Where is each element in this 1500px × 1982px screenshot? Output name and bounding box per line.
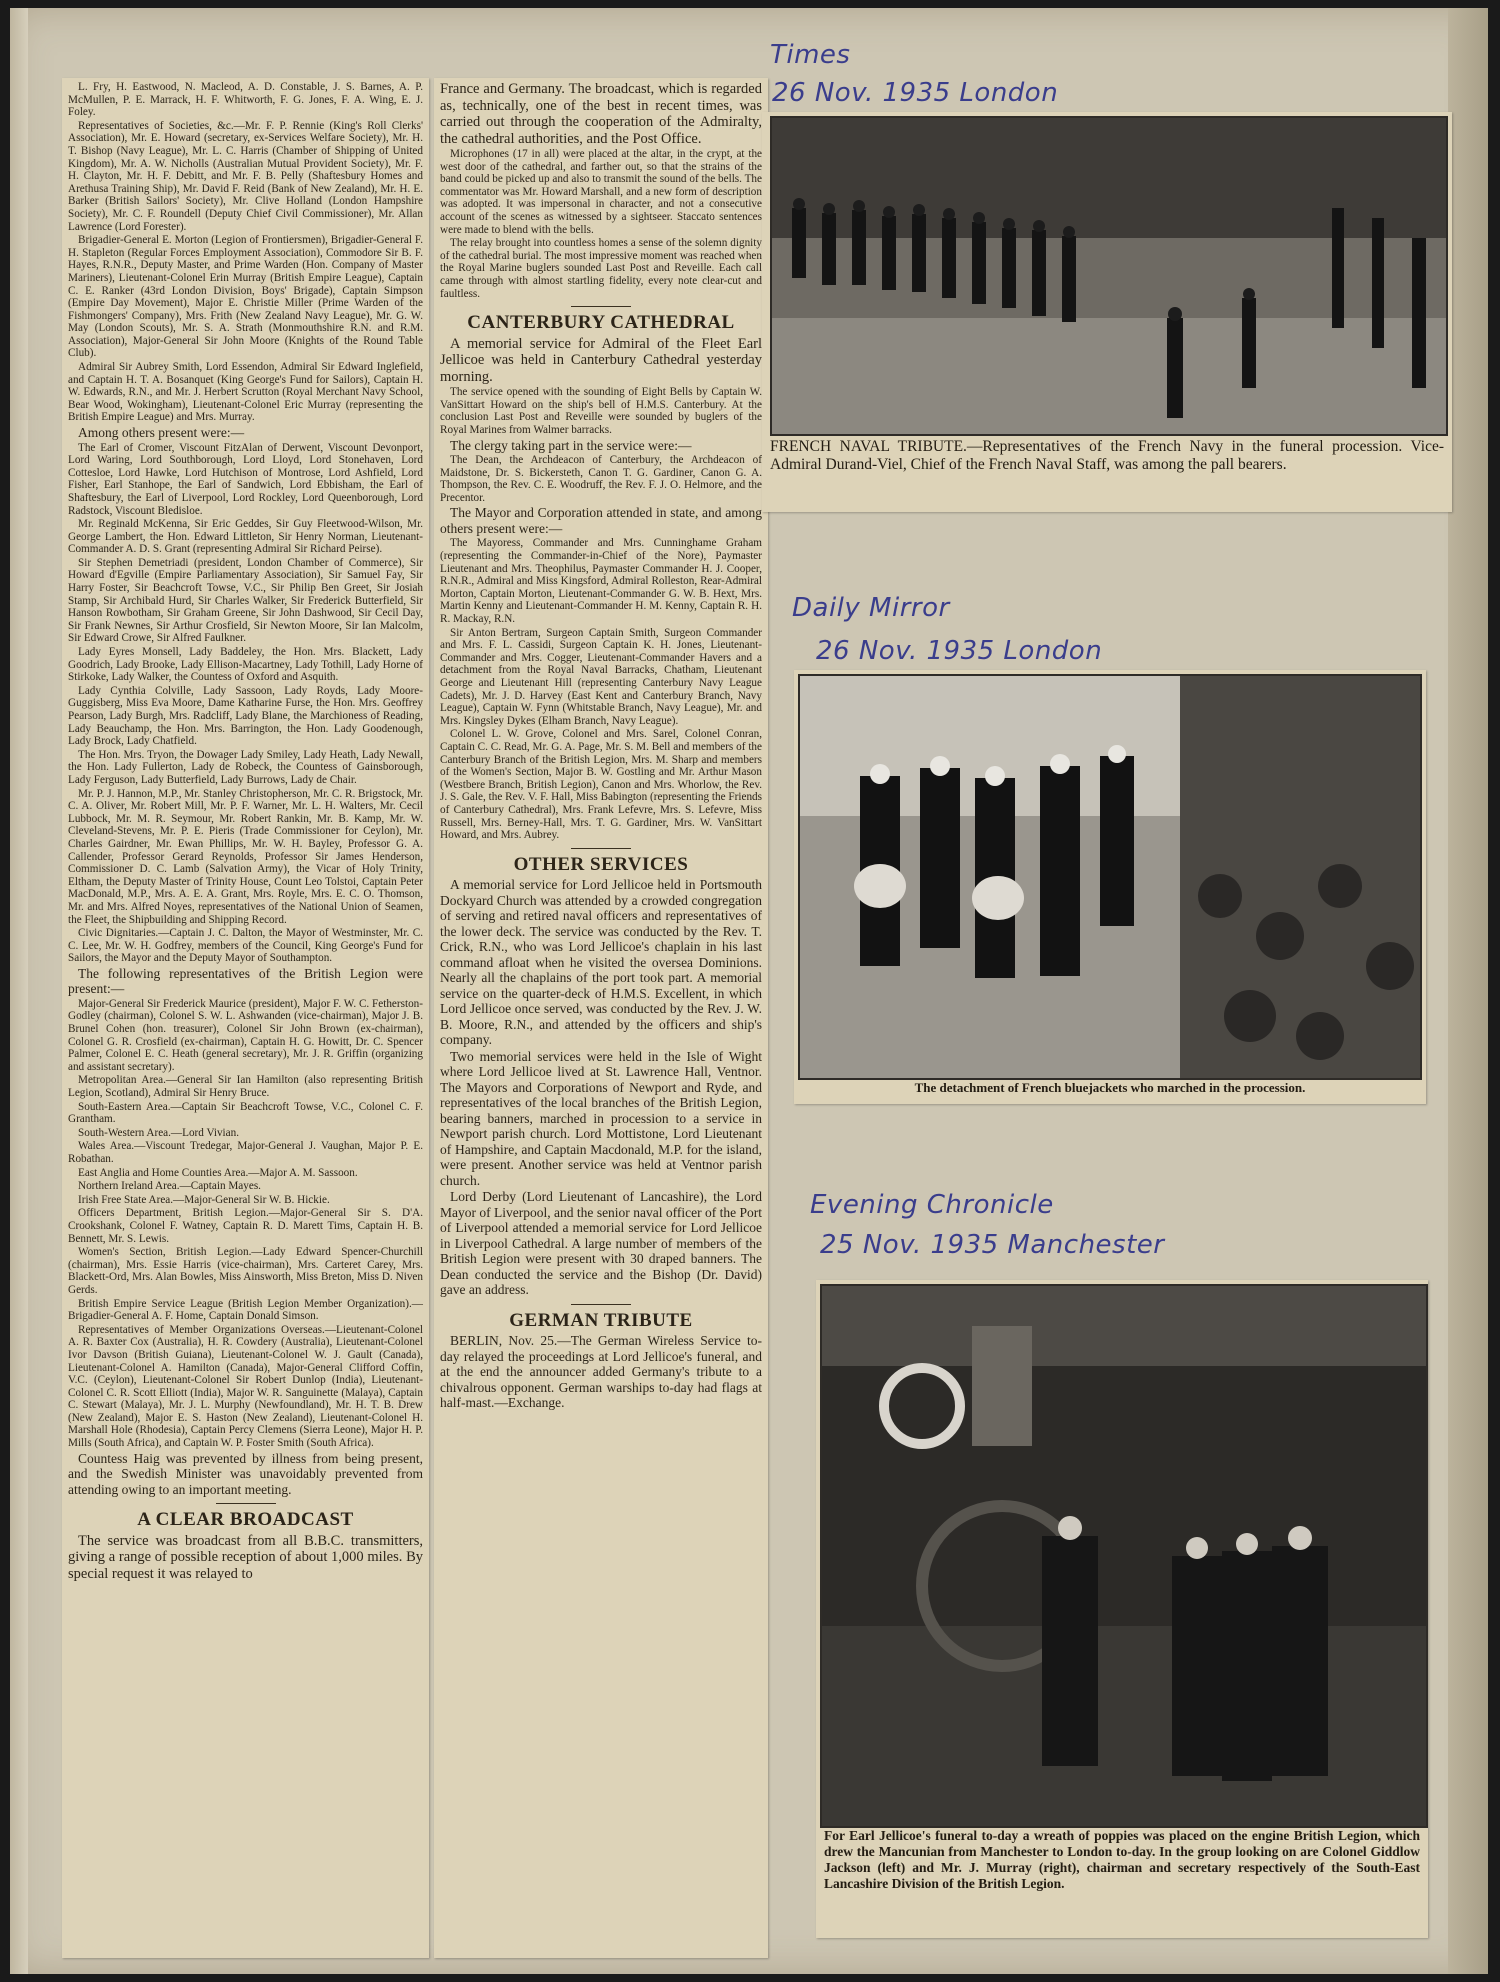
clipping-times-photo: [762, 112, 1452, 512]
clipping-mirror-photo: [794, 670, 1426, 1104]
col1-broadcast: The service was broadcast from all B.B.C. transmitters, giving a range of possible reception of about 1,000 miles. By special request it was relayed to: [68, 1532, 423, 1582]
caption-mirror: The detachment of French bluejackets who marched in the procession.: [914, 1080, 1306, 1095]
handwritten-source-chronicle: Evening Chronicle: [810, 1190, 1054, 1220]
col1-para: Northern Ireland Area.—Captain Mayes.: [78, 1180, 261, 1193]
col2-para: Colonel L. W. Grove, Colonel and Mrs. Sarel, Colonel Conran, Captain C. C. Read, Mr. G. A. Page, Mr. S. M. Bell and members of the Canterbury Branch of the British Legion, Mrs. M. Sharp and members of the Women's Section, Major B. W. Gostling and Mr. Arthur Mason (Westbere Branch, British Legion), Canon and Mrs. Whorlow, the Rev. J. S. Gale, the Rev. V. F. Hall, Miss Babington (representing the Friends of Canterbury Cathedral), Mrs. Frank Lefevre, Mrs. S. Lefevre, Miss Russell, Mrs. Berney-Hall, Mrs. T. G. Gardiner, Mrs. W. VanSittart Howard, and Mrs. Aubrey.: [440, 728, 762, 842]
col2-para: The clergy taking part in the service were:—: [450, 437, 692, 453]
col1-lead: The following representatives of the British Legion were present:—: [68, 965, 423, 997]
col2-para: Microphones (17 in all) were placed at the altar, in the crypt, at the west door of the cathedral, and farther out, so that the strains of the band could be picked up and also to transmit the sound of the bells. The commentator was Mr. Howard Marshall, and a new form of description was adopted. It was impersonal in character, and not a consecutive account of the scenes as witnessed by a sightseer. Staccato sentences were made to blend with the bells.: [440, 148, 762, 236]
heading-canterbury: CANTERBURY CATHEDRAL: [467, 312, 735, 334]
col2-para: Sir Anton Bertram, Surgeon Captain Smith, Surgeon Commander and Mrs. F. L. Cassidi, Surgeon Captain K. H. Jones, Lieutenant-Commander and Mrs. Cogger, Lieutenant-Commander Havers and a detachment from the Royal Naval Barracks, Chatham, Lieutenant George and Lieutenant Hill (representing Canterbury Navy League Cadets), Mr. J. D. Harvey (East Kent and Canterbury Branch, Navy League), Captain W. Fynn (Whitstable Branch, Navy League), Mr. and Mrs. Kingsley Dykes (Elham Branch, Navy League).: [440, 626, 762, 727]
col2-para: The Mayor and Corporation attended in state, and among others present were:—: [440, 505, 762, 536]
col1-para: Mr. Reginald McKenna, Sir Eric Geddes, Sir Guy Fleetwood-Wilson, Mr. George Lambert, the Hon. Edward Littleton, Sir Henry Norman, Lieutenant-Commander A. D. S. Grant (representing Admiral Sir Richard Peirse).: [68, 518, 423, 556]
caption-times: FRENCH NAVAL TRIBUTE.—Representatives of the French Navy in the funeral procession. Vice-Admiral Durand-Viel, Chief of the French Naval Staff, was among the pall bearers.: [770, 438, 1444, 473]
heading-clear-broadcast: A CLEAR BROADCAST: [137, 1509, 354, 1531]
handwritten-date-chronicle: 25 Nov. 1935 Manchester: [820, 1230, 1165, 1260]
column-2-text: [434, 78, 768, 1415]
col1-para: The Earl of Cromer, Viscount FitzAlan of Derwent, Viscount Devonport, Lord Waring, Lord Southborough, Lord Lloyd, Lord Stonehaven, Lord Cottesloe, Lord Hawke, Lord Hutchison of Montrose, Lord Ashfield, Lord Fisher, Earl Stanhope, the Earl of Sandwich, Lord Ebbisham, the Earl of Shaftesbury, the Earl of Liverpool, Lord Rockley, Lord Queenborough, Lord Radstock, Viscount Bledisloe.: [68, 441, 423, 517]
divider: [571, 848, 631, 849]
col1-para: Metropolitan Area.—General Sir Ian Hamilton (also representing British Legion, Scotland), Admiral Sir Henry Bruce.: [68, 1074, 423, 1100]
col1-para: Lady Eyres Monsell, Lady Baddeley, the Hon. Mrs. Blackett, Lady Goodrich, Lady Brooke, Lady Ellison-Macartney, Lady Tothill, Lady Horne of Stirkoke, Lady Walker, the Countess of Oxford and Asquith.: [68, 646, 423, 684]
divider: [216, 1503, 276, 1504]
col2-para: Two memorial services were held in the Isle of Wight where Lord Jellicoe lived at St. Lawrence Hall, Ventnor. The Mayors and Corporations of Newport and Ryde, and representatives of the local branches of the British Legion, bearing banners, marched in procession to a service in Newport parish church. Lord Mottistone, Lord Lieutenant of Hampshire, and Captain Macdonald, M.P. for the island, were present. Another service was held at Ventnor parish church.: [440, 1048, 762, 1188]
col2-para: Lord Derby (Lord Lieutenant of Lancashire), the Lord Mayor of Liverpool, and the senior naval officer of the Port of Liverpool attended a memorial service for Lord Jellicoe in Liverpool Cathedral. A large number of members of the British Legion were present with 30 draped banners. The Dean conducted the service and the Bishop (Dr. David) gave an address.: [440, 1189, 762, 1298]
clipping-column-2: [434, 78, 768, 1958]
col1-para: Lady Cynthia Colville, Lady Sassoon, Lady Royds, Lady Moore-Guggisberg, Miss Eva Moore, Dame Katharine Furse, the Hon. Mrs. Geoffrey Pearson, Lady Burgh, Mrs. Radcliff, Lady Blane, the Marchioness of Reading, Lady Beauchamp, the Hon. Mrs. Barrington, the Hon. Lady Goodenough, Lady Brock, Lady Chatfield.: [68, 684, 423, 748]
col1-para: Representatives of Member Organizations Overseas.—Lieutenant-Colonel A. R. Baxter Cox (Australia), H. R. Cowdery (Australia), Lieutenant-Colonel Ivor Davson (British Guiana), Lieutenant-Colonel W. J. Gault (Canada), Lieutenant-Colonel A. Hamilton (Canada), Major-General Clifford Coffin, V.C. (Ceylon), Lieutenant-Colonel Sir Robert Dunlop (India), Lieutenant-Colonel C. R. Scott Elliott (India), Major W. R. Sanguinette (Malaya), Captain C. Stewart (Malaya), Mr. J. L. Murphy (Newfoundland), Mr. H. T. B. Drew (New Zealand), Major E. S. Haston (New Zealand), Lieutenant-Colonel H. Marshall Hole (Rhodesia), Captain Percy Clemens (Sierra Leone), Major H. P. Mills (South Africa), and Captain W. P. Foster Smith (South Africa).: [68, 1323, 423, 1450]
photo-french-naval-tribute: [770, 116, 1448, 436]
column-1-text: [62, 78, 429, 1586]
photo-engine-british-legion: [820, 1284, 1428, 1828]
heading-other-services: OTHER SERVICES: [513, 853, 689, 875]
handwritten-date-mirror: 26 Nov. 1935 London: [816, 636, 1103, 666]
col1-para: South-Eastern Area.—Captain Sir Beachcroft Towse, V.C., Colonel C. F. Grantham.: [68, 1100, 423, 1126]
clipping-chronicle-photo: [816, 1280, 1428, 1938]
handwritten-source-mirror: Daily Mirror: [792, 593, 950, 623]
divider: [571, 306, 631, 307]
scrapbook-page: [10, 8, 1488, 1974]
divider: [571, 1304, 631, 1305]
col2-cant-lead: A memorial service for Admiral of the Fleet Earl Jellicoe was held in Canterbury Cathedral yesterday morning.: [440, 335, 762, 385]
heading-german-tribute: GERMAN TRIBUTE: [509, 1309, 693, 1331]
col1-para: East Anglia and Home Counties Area.—Major A. M. Sassoon.: [78, 1166, 358, 1179]
caption-chronicle: For Earl Jellicoe's funeral to-day a wreath of poppies was placed on the engine British Legion, which drew the Mancunian from Manchester to London to-day. In the group looking on are Colonel Giddlow Jackson (left) and Mr. J. Murray (right), chairman and secretary respectively of the South-East Lancashire Division of the British Legion.: [824, 1828, 1420, 1891]
col1-lead: Among others present were:—: [78, 425, 245, 441]
col1-lead: Countess Haig was prevented by illness from being present, and the Swedish Minister was unavoidably prevented from attending owing to an important meeting.: [68, 1450, 423, 1497]
binding-edge: [10, 8, 28, 1974]
col1-para: Admiral Sir Aubrey Smith, Lord Essendon, Admiral Sir Edward Inglefield, and Captain H. T. A. Bosanquet (King George's Fund for Sailors), Captain H. W. Edwards, R.N., and Mr. J. Herbert Scrutton (Royal Merchant Navy School, Bear Wood, Wokingham), Lieutenant-Colonel Eric Murray (representing the British Empire League) and Mrs. Murray.: [68, 361, 423, 424]
col1-para: Mr. P. J. Hannon, M.P., Mr. Stanley Christopherson, Mr. C. R. Brigstock, Mr. C. A. Oliver, Mr. Robert Mill, Mr. P. F. Warner, Mr. L. H. Walters, Mr. Cecil Lubbock, Mr. M. R. Seymour, Mr. Robert Rankin, Mr. B. Kamp, Mr. W. Cleveland-Stevens, Mr. P. E. Pieris (Trade Commissioner for Ceylon), Mr. Charles Gairdner, Mr. Ewan Phillips, Mr. W. H. Bayley, Professor G. A. Callender, Professor Gerard Reynolds, Professor Sir James Henderson, Commissioner D. C. Lamb (Salvation Army), the Vicar of Holy Trinity, Eltham, the Deputy Master of Trinity House, Count Leo Tolstoi, Captain Peter MacDonald, M.P., Mrs. A. E. A. Grant, Mrs. Royle, Mrs. E. C. O. Thomson, Mr. and Mrs. Alfred Noyes, representatives of the National Union of Seamen, the Fleet, the Shipbuilding and Shipping Record.: [68, 787, 423, 926]
col1-para: Women's Section, British Legion.—Lady Edward Spencer-Churchill (chairman), Mrs. Essie Harris (vice-chairman), Mrs. Carteret Carey, Mrs. Blackett-Ord, Mrs. Alan Bowles, Miss Ainsworth, Miss Breton, Miss D. Niven Gerds.: [68, 1246, 423, 1296]
col2-para: The Dean, the Archdeacon of Canterbury, the Archdeacon of Maidstone, Dr. S. Bickersteth, Canon T. G. Gardiner, Canon G. A. Thompson, the Rev. C. E. Woodruff, the Rev. F. J. O. Helmore, and the Precentor.: [440, 454, 762, 504]
handwritten-source-times: Times: [770, 40, 851, 70]
photo-french-bluejackets: [798, 674, 1422, 1080]
col1-para: Major-General Sir Frederick Maurice (president), Major F. W. C. Fetherston-Godley (chairman), Colonel S. W. L. Ashwanden (vice-chairman), Major J. B. Brunel Cohen (hon. treasurer), Colonel Sir John Brown (ex-chairman), Colonel G. R. Crosfield (ex-chairman), Captain H. G. Howitt, Dr. C. Spencer Palmer, Colonel E. C. Heath (general secretary), Mr. J. R. Griffin (organizing and assistant secretary).: [68, 997, 423, 1073]
col2-para: A memorial service for Lord Jellicoe held in Portsmouth Dockyard Church was attended by a crowded congregation of serving and retired naval officers and representatives of the lower deck. The service was conducted by the Rev. T. Crick, R.N., who was Lord Jellicoe's chaplain in his last command afloat when he visited the oversea Dominions. Nearly all the chaplains of the port took part. A memorial service on the quarter-deck of H.M.S. Excellent, in which Lord Jellicoe once served, was conducted by the Rev. J. W. B. Moore, R.N., and attended by the officers and ship's company.: [440, 877, 762, 1048]
col2-para: The relay brought into countless homes a sense of the solemn dignity of the cathedral burial. The most impressive moment was reached when the Royal Marine buglers sounded Last Post and Reveille. Each call came through with almost startling fidelity, every note clear-cut and faultless.: [440, 237, 762, 300]
col2-intro: France and Germany. The broadcast, which is regarded as, technically, one of the best in recent times, was carried out through the cooperation of the Admiralty, the cathedral authorities, and the Post Office.: [440, 81, 762, 147]
col1-para: The Hon. Mrs. Tryon, the Dowager Lady Smiley, Lady Heath, Lady Newall, the Hon. Lady Fullerton, Lady de Robeck, the Countess of Gainsborough, Lady Ferguson, Lady Butterfield, Lady Burrows, Lady de Chair.: [68, 748, 423, 786]
col2-para: The service opened with the sounding of Eight Bells by Captain W. VanSittart Howard on the ship's bell of H.M.S. Canterbury. At the conclusion Last Post and Reveille were sounded by buglers of the Royal Marines from Walmer barracks.: [440, 386, 762, 436]
col1-para: Brigadier-General E. Morton (Legion of Frontiersmen), Brigadier-General F. H. Stapleton (Regular Forces Employment Association), Commodore Sir B. F. Hayes, R.N.R., Deputy Master, and Prime Warden (Hon. Company of Master Mariners), Lieutenant-Colonel Erin Murray (British Empire League), Captain C. E. Ranker (43rd London Division, Boys' Brigade), Captain Simpson (Empire Day Movement), Major E. Christie Miller (Prime Warden of the Fishmongers' Company), Mrs. Frith (New Zealand Navy League), Mr. G. W. May (London Scouts), Mr. S. A. Strath (Monmouthshire R.N. and R.M. Association), Major-General Sir John Moore (Knights of the Round Table Club).: [68, 234, 423, 360]
col1-para: South-Western Area.—Lord Vivian.: [78, 1126, 240, 1139]
col1-para: Civic Dignitaries.—Captain J. C. Dalton, the Mayor of Westminster, Mr. C. C. Lee, Mr. W. H. Godfrey, members of the Council, King George's Fund for Sailors, the Mayor and the Deputy Mayor of Southampton.: [68, 927, 423, 965]
page-edge: [1448, 8, 1488, 1974]
col1-para: Sir Stephen Demetriadi (president, London Chamber of Commerce), Sir Howard d'Egville (Empire Parliamentary Association), Sir Samuel Fay, Sir Harry Foster, Sir Beachcroft Towse, V.C., Sir Philip Ben Greet, Sir Josiah Stamp, Sir Archibald Hurd, Sir Charles Walker, Sir Frederick Butterfield, Sir Hanson Rowbotham, Sir Graham Greene, Sir John Dashwood, Sir Cecil Day, Sir Frank Newnes, Sir Arthur Crosfield, Sir Newton Moore, Sir Ian Malcolm, Sir Edward Crowe, Sir Alfred Faulkner.: [68, 556, 423, 645]
col1-para: British Empire Service League (British Legion Member Organization).—Brigadier-General A. F. Home, Captain Donald Simson.: [68, 1297, 423, 1323]
col1-para: L. Fry, H. Eastwood, N. Macleod, A. D. Constable, J. S. Barnes, A. P. McMullen, P. E. Marrack, H. F. Whitworth, F. G. Jones, F. A. Wing, E. J. Foley.: [68, 81, 423, 119]
col1-para: Irish Free State Area.—Major-General Sir W. B. Hickie.: [78, 1193, 330, 1206]
handwritten-date-times: 26 Nov. 1935 London: [772, 78, 1059, 108]
col2-german: BERLIN, Nov. 25.—The German Wireless Service to-day relayed the proceedings at Lord Jellicoe's funeral, and at the end the announcer added Germany's tribute to a chivalrous opponent. German warships to-day had flags at half-mast.—Exchange.: [440, 1333, 762, 1411]
col1-para: Wales Area.—Viscount Tredegar, Major-General J. Vaughan, Major P. E. Robathan.: [68, 1140, 423, 1165]
col2-para: The Mayoress, Commander and Mrs. Cunninghame Graham (representing the Commander-in-Chief of the Nore), Paymaster Lieutenant and Mrs. Theophilus, Paymaster Commander H. J. Cooper, R.N.R., Admiral and Miss Kingsford, Admiral Rolleston, Rear-Admiral Morton, Captain Morton, Lieutenant-Commander G. W. B. Hext, Mrs. Martin Kenny and Lieutenant-Commander H. M. Kenny, Captain R. H. R. Mackay, R.N.: [440, 537, 762, 626]
col1-para: Officers Department, British Legion.—Major-General Sir S. D'A. Crookshank, Colonel F. Watney, Captain R. D. Marett Tims, Captain H. B. Bennett, Mr. S. Lewis.: [68, 1207, 423, 1245]
clipping-column-1: [62, 78, 429, 1958]
col1-para: Representatives of Societies, &c.—Mr. F. P. Rennie (King's Roll Clerks' Association), Mr. E. Howard (secretary, ex-Services Welfare Society), Mr. H. T. Bishop (Navy League), Mr. L. C. Harris (Chamber of Shipping of United Kingdom), Mr. A. W. Nicholls (Australian Mutual Provident Society), Mr. F. H. Clayton, Mr. H. F. Debitt, and Mr. F. B. Pelly (Shaftesbury Homes and Arethusa Training Ship), Mr. David F. Reid (Bank of New Zealand), Mr. H. E. Barker (British Sailors' Society), Mr. Clive Holland (London Hampshire Society), Mr. C. F. Roundell (Deputy Chief Civil Commissioner), Mr. Allan Lawrence (Lord Forester).: [68, 119, 423, 233]
